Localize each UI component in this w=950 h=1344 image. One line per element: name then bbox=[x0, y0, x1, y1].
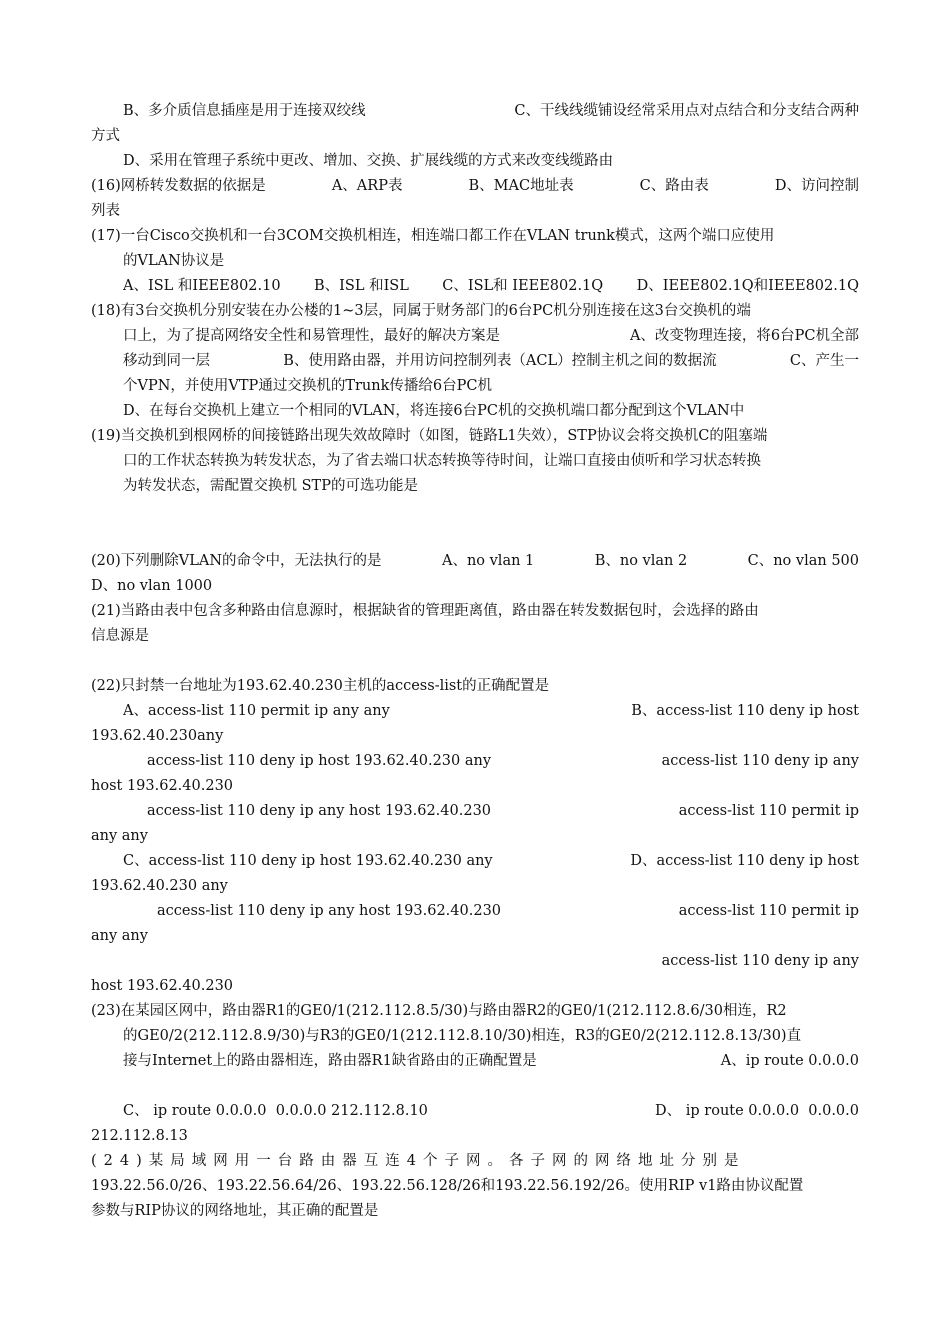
question-23-stem: (23)在某园区网中，路由器R1的GE0/1(212.112.8.5/30)与路由器R2的GE0/1(212.112.8.6/30相连，R2 bbox=[91, 1003, 787, 1019]
text-line bbox=[123, 324, 859, 349]
question-19-options bbox=[123, 524, 703, 549]
question-21-options bbox=[123, 649, 583, 674]
text-line: 方式 bbox=[91, 128, 120, 144]
text-line: 参数与RIP协议的网络地址，其正确的配置是 bbox=[91, 1203, 379, 1219]
question-24-options bbox=[123, 1224, 845, 1249]
text-line bbox=[123, 1074, 703, 1099]
text-line bbox=[123, 349, 859, 374]
text-line bbox=[157, 899, 859, 924]
option-a-16: A、ARP表 bbox=[331, 178, 403, 194]
text-line bbox=[123, 1049, 859, 1074]
text-line: 193.22.56.0/26、193.22.56.64/26、193.22.56.128/26和193.22.56.192/26。使用RIP v1路由协议配置 bbox=[91, 1178, 804, 1194]
option-b-18: B、使用路由器，并用访问控制列表（ACL）控制主机之间的数据流 bbox=[283, 353, 717, 369]
text-line bbox=[123, 849, 859, 874]
option-d-18: D、在每台交换机上建立一个相同的VLAN，将连接6台PC机的交换机端口都分配到这个VLAN中 bbox=[123, 403, 745, 419]
text-span: access-list 110 permit ip bbox=[678, 903, 859, 919]
question-19-stem: (19)当交换机到根网桥的间接链路出现失效故障时（如图，链路L1失效），STP协议会将交换机C的阻塞端 bbox=[91, 428, 768, 444]
text-line: 列表 bbox=[91, 203, 120, 219]
text-span: access-list 110 deny ip any host 193.62.40.230 bbox=[147, 803, 492, 819]
text-line: 为转发状态，需配置交换机 STP的可选功能是 bbox=[123, 478, 418, 494]
text-span: access-list 110 deny ip any bbox=[661, 753, 859, 769]
option-c-20: C、no vlan 500 bbox=[747, 553, 859, 569]
question-22-stem: (22)只封禁一台地址为193.62.40.230主机的access-list的正确配置是 bbox=[91, 678, 550, 694]
option-c-17: C、ISL和 IEEE802.1Q bbox=[442, 278, 604, 294]
option-b-16: B、MAC地址表 bbox=[468, 178, 574, 194]
option-d-16: D、访问控制 bbox=[774, 178, 859, 194]
text-line: 信息源是 bbox=[91, 628, 149, 644]
text-line: any any bbox=[91, 828, 148, 844]
text-line: 的VLAN协议是 bbox=[123, 253, 225, 269]
text-span: 接与Internet上的路由器相连，路由器R1缺省路由的正确配置是 bbox=[123, 1053, 537, 1069]
option-b-22: B、access-list 110 deny ip host bbox=[631, 703, 859, 719]
option-c-15: C、干线线缆铺设经常采用点对点结合和分支结合两种 bbox=[514, 103, 859, 119]
text-span: access-list 110 deny ip any host 193.62.40.230 bbox=[157, 903, 502, 919]
question-16-stem: (16)网桥转发数据的依据是 bbox=[91, 178, 266, 194]
question-18-stem: (18)有3台交换机分别安装在办公楼的1~3层，同属于财务部门的6台PC机分别连接在这3台交换机的端 bbox=[91, 303, 751, 319]
text-line: 口的工作状态转换为转发状态，为了省去端口状态转换等待时间，让端口直接由侦听和学习状态转换 bbox=[123, 453, 761, 469]
option-a-18: A、改变物理连接，将6台PC机全部 bbox=[629, 328, 859, 344]
question-20-stem: (20)下列删除VLAN的命令中，无法执行的是 bbox=[91, 553, 382, 569]
text-line: host 193.62.40.230 bbox=[91, 978, 234, 994]
option-a-20: A、no vlan 1 bbox=[441, 553, 535, 569]
text-line: 的GE0/2(212.112.8.9/30)与R3的GE0/1(212.112.8.10/30)相连，R3的GE0/2(212.112.8.13/30)直 bbox=[123, 1028, 802, 1044]
option-b-17: B、ISL 和ISL bbox=[314, 278, 409, 294]
option-d-20: D、no vlan 1000 bbox=[91, 578, 213, 594]
question-20 bbox=[91, 549, 859, 574]
text-span: 口上，为了提高网络安全性和易管理性，最好的解决方案是 bbox=[123, 328, 500, 344]
option-d-17: D、IEEE802.1Q和IEEE802.1Q bbox=[636, 278, 859, 294]
option-c-16: C、路由表 bbox=[639, 178, 709, 194]
text-line bbox=[123, 699, 859, 724]
text-span: 移动到同一层 bbox=[123, 353, 210, 369]
text-line: access-list 110 deny ip any bbox=[661, 953, 859, 969]
question-17-stem: (17)一台Cisco交换机和一台3COM交换机相连，相连端口都工作在VLAN trunk模式，这两个端口应使用 bbox=[91, 228, 775, 244]
text-line: 个VPN，并使用VTP通过交换机的Trunk传播给6台PC机 bbox=[123, 378, 492, 394]
option-c-23: C、 ip route 0.0.0.0 0.0.0.0 212.112.8.10 bbox=[123, 1103, 428, 1119]
text-span: access-list 110 permit ip bbox=[678, 803, 859, 819]
option-a-23: A、ip route 0.0.0.0 bbox=[720, 1053, 859, 1069]
text-line bbox=[147, 799, 859, 824]
text-line: 193.62.40.230 any bbox=[91, 878, 228, 894]
text-line: host 193.62.40.230 bbox=[91, 778, 234, 794]
text-line: 193.62.40.230any bbox=[91, 728, 224, 744]
question-17-options bbox=[123, 274, 859, 299]
option-d-15: D、采用在管理子系统中更改、增加、交换、扩展线缆的方式来改变线缆路由 bbox=[123, 153, 614, 169]
option-d-22: D、access-list 110 deny ip host bbox=[630, 853, 859, 869]
question-16 bbox=[91, 174, 859, 199]
text-line: 212.112.8.13 bbox=[91, 1128, 188, 1144]
text-line: any any bbox=[91, 928, 148, 944]
text-span: access-list 110 deny ip host 193.62.40.230 any bbox=[147, 753, 492, 769]
option-c-18: C、产生一 bbox=[789, 353, 859, 369]
option-a-17: A、ISL 和IEEE802.10 bbox=[123, 278, 281, 294]
question-24-stem: (24)某局域网用一台路由器互连4个子网。各子网的网络地址分别是 bbox=[91, 1153, 746, 1169]
question-21-stem: (21)当路由表中包含多种路由信息源时，根据缺省的管理距离值，路由器在转发数据包时，会选择的路由 bbox=[91, 603, 759, 619]
text-line bbox=[123, 1099, 859, 1124]
option-b-15: B、多介质信息插座是用于连接双绞线 bbox=[123, 103, 366, 119]
option-d-23: D、 ip route 0.0.0.0 0.0.0.0 bbox=[655, 1103, 859, 1119]
option-a-22: A、access-list 110 permit ip any any bbox=[123, 703, 390, 719]
option-b-20: B、no vlan 2 bbox=[594, 553, 688, 569]
option-c-22: C、access-list 110 deny ip host 193.62.40.230 any bbox=[123, 853, 493, 869]
text-line bbox=[147, 749, 859, 774]
text-line bbox=[123, 99, 859, 124]
